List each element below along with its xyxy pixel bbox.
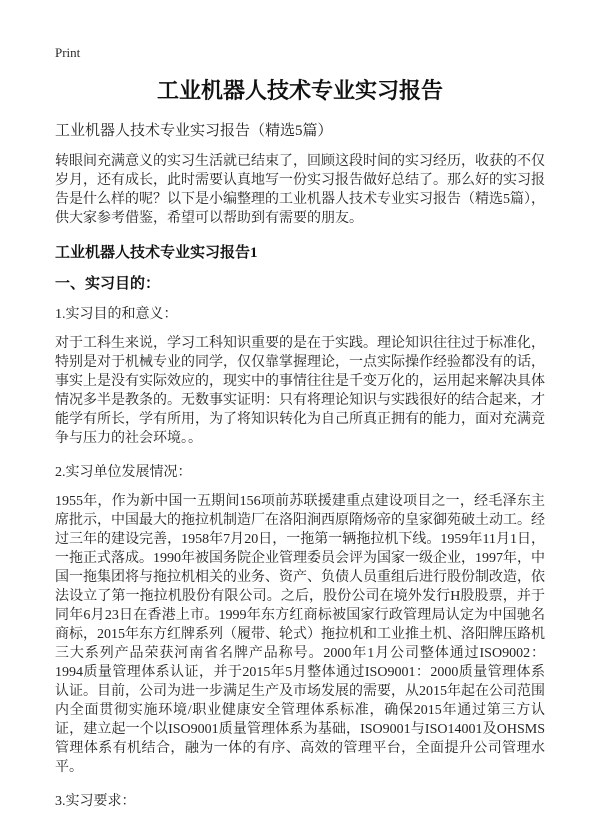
item-1-paragraph: 对于工科生来说，学习工科知识重要的是在于实践。理论知识往往过于标准化，特别是对于机械专业的同学，仅仅靠掌握理论，一点实际操作经验都没有的话，事实上是没有实际效应的，现实中的事情往往是千变万化的，运用起来解决具体情况多半是教条的。无数事实证明：只有将理论知识与实践很好的结合起来，才能学有所长，学有所用，为了将知识转化为自己所真正拥有的能力，面对充满竞争与压力的社会环境。。: [55, 336, 545, 446]
item-3-label: 3.实习要求：: [55, 794, 136, 809]
report-1-heading: 工业机器人技术专业实习报告1: [55, 245, 258, 261]
item-2-label: 2.实习单位发展情况：: [55, 465, 192, 480]
section-1-heading: 一、实习目的：: [55, 276, 161, 292]
print-button[interactable]: Print: [55, 45, 81, 60]
item-2-paragraph: 1955年，作为新中国一五期间156项前苏联援建重点建设项目之一，经毛泽东主席批示，中国最大的拖拉机制造厂在洛阳涧西原隋炀帝的皇家御苑破土动工。经过三年的建设完善，1958年7月20日，一拖第一辆拖拉机下线。1959年11月1日，一拖正式落成。1990年被国务院企业管理委员会评为国家一级企业，1997年，中国一拖集团将与拖拉机相关的业务、资产、负债人员重组后进行股份制改造，依法设立了第一拖拉机股份有限公司。之后，股份公司在境外发行H股股票，并于同年6月23日在香港上市。1999年东方红商标被国家行政管理局认定为中国驰名商标，2015年东方红牌系列（履带、轮式）拖拉机和工业推土机、洛阳牌压路机三大系列产品荣获河南省名牌产品称号。2000年1月公司整体通过ISO9002：1994质量管理体系认证，并于2015年5月整体通过ISO9001：2000质量管理体系认证。目前，公司为进一步满足生产及市场发展的需要，从2015年起在公司范围内全面贯彻实施环境/职业健康安全管理体系标准，确保2015年通过第三方认证，建立起一个以ISO9001质量管理体系为基础，ISO9001与ISO14001及OHSMS管理体系有机结合，融为一体的有序、高效的管理平台，全面提升公司管理水平。: [55, 494, 545, 775]
page-title: 工业机器人技术专业实习报告: [156, 78, 443, 103]
item-1-label: 1.实习目的和意义：: [55, 307, 178, 322]
report-subtitle: 工业机器人技术专业实习报告（精选5篇）: [55, 123, 333, 139]
intro-paragraph: 转眼间充满意义的实习生活就已结束了，回顾这段时间的实习经历，收获的不仅岁月，还有成长，此时需要认真地写一份实习报告做好总结了。那么好的实习报告是什么样的呢？以下是小编整理的工业机器人技术专业实习报告（精选5篇），供大家参考借鉴，希望可以帮助到有需要的朋友。: [55, 154, 545, 226]
